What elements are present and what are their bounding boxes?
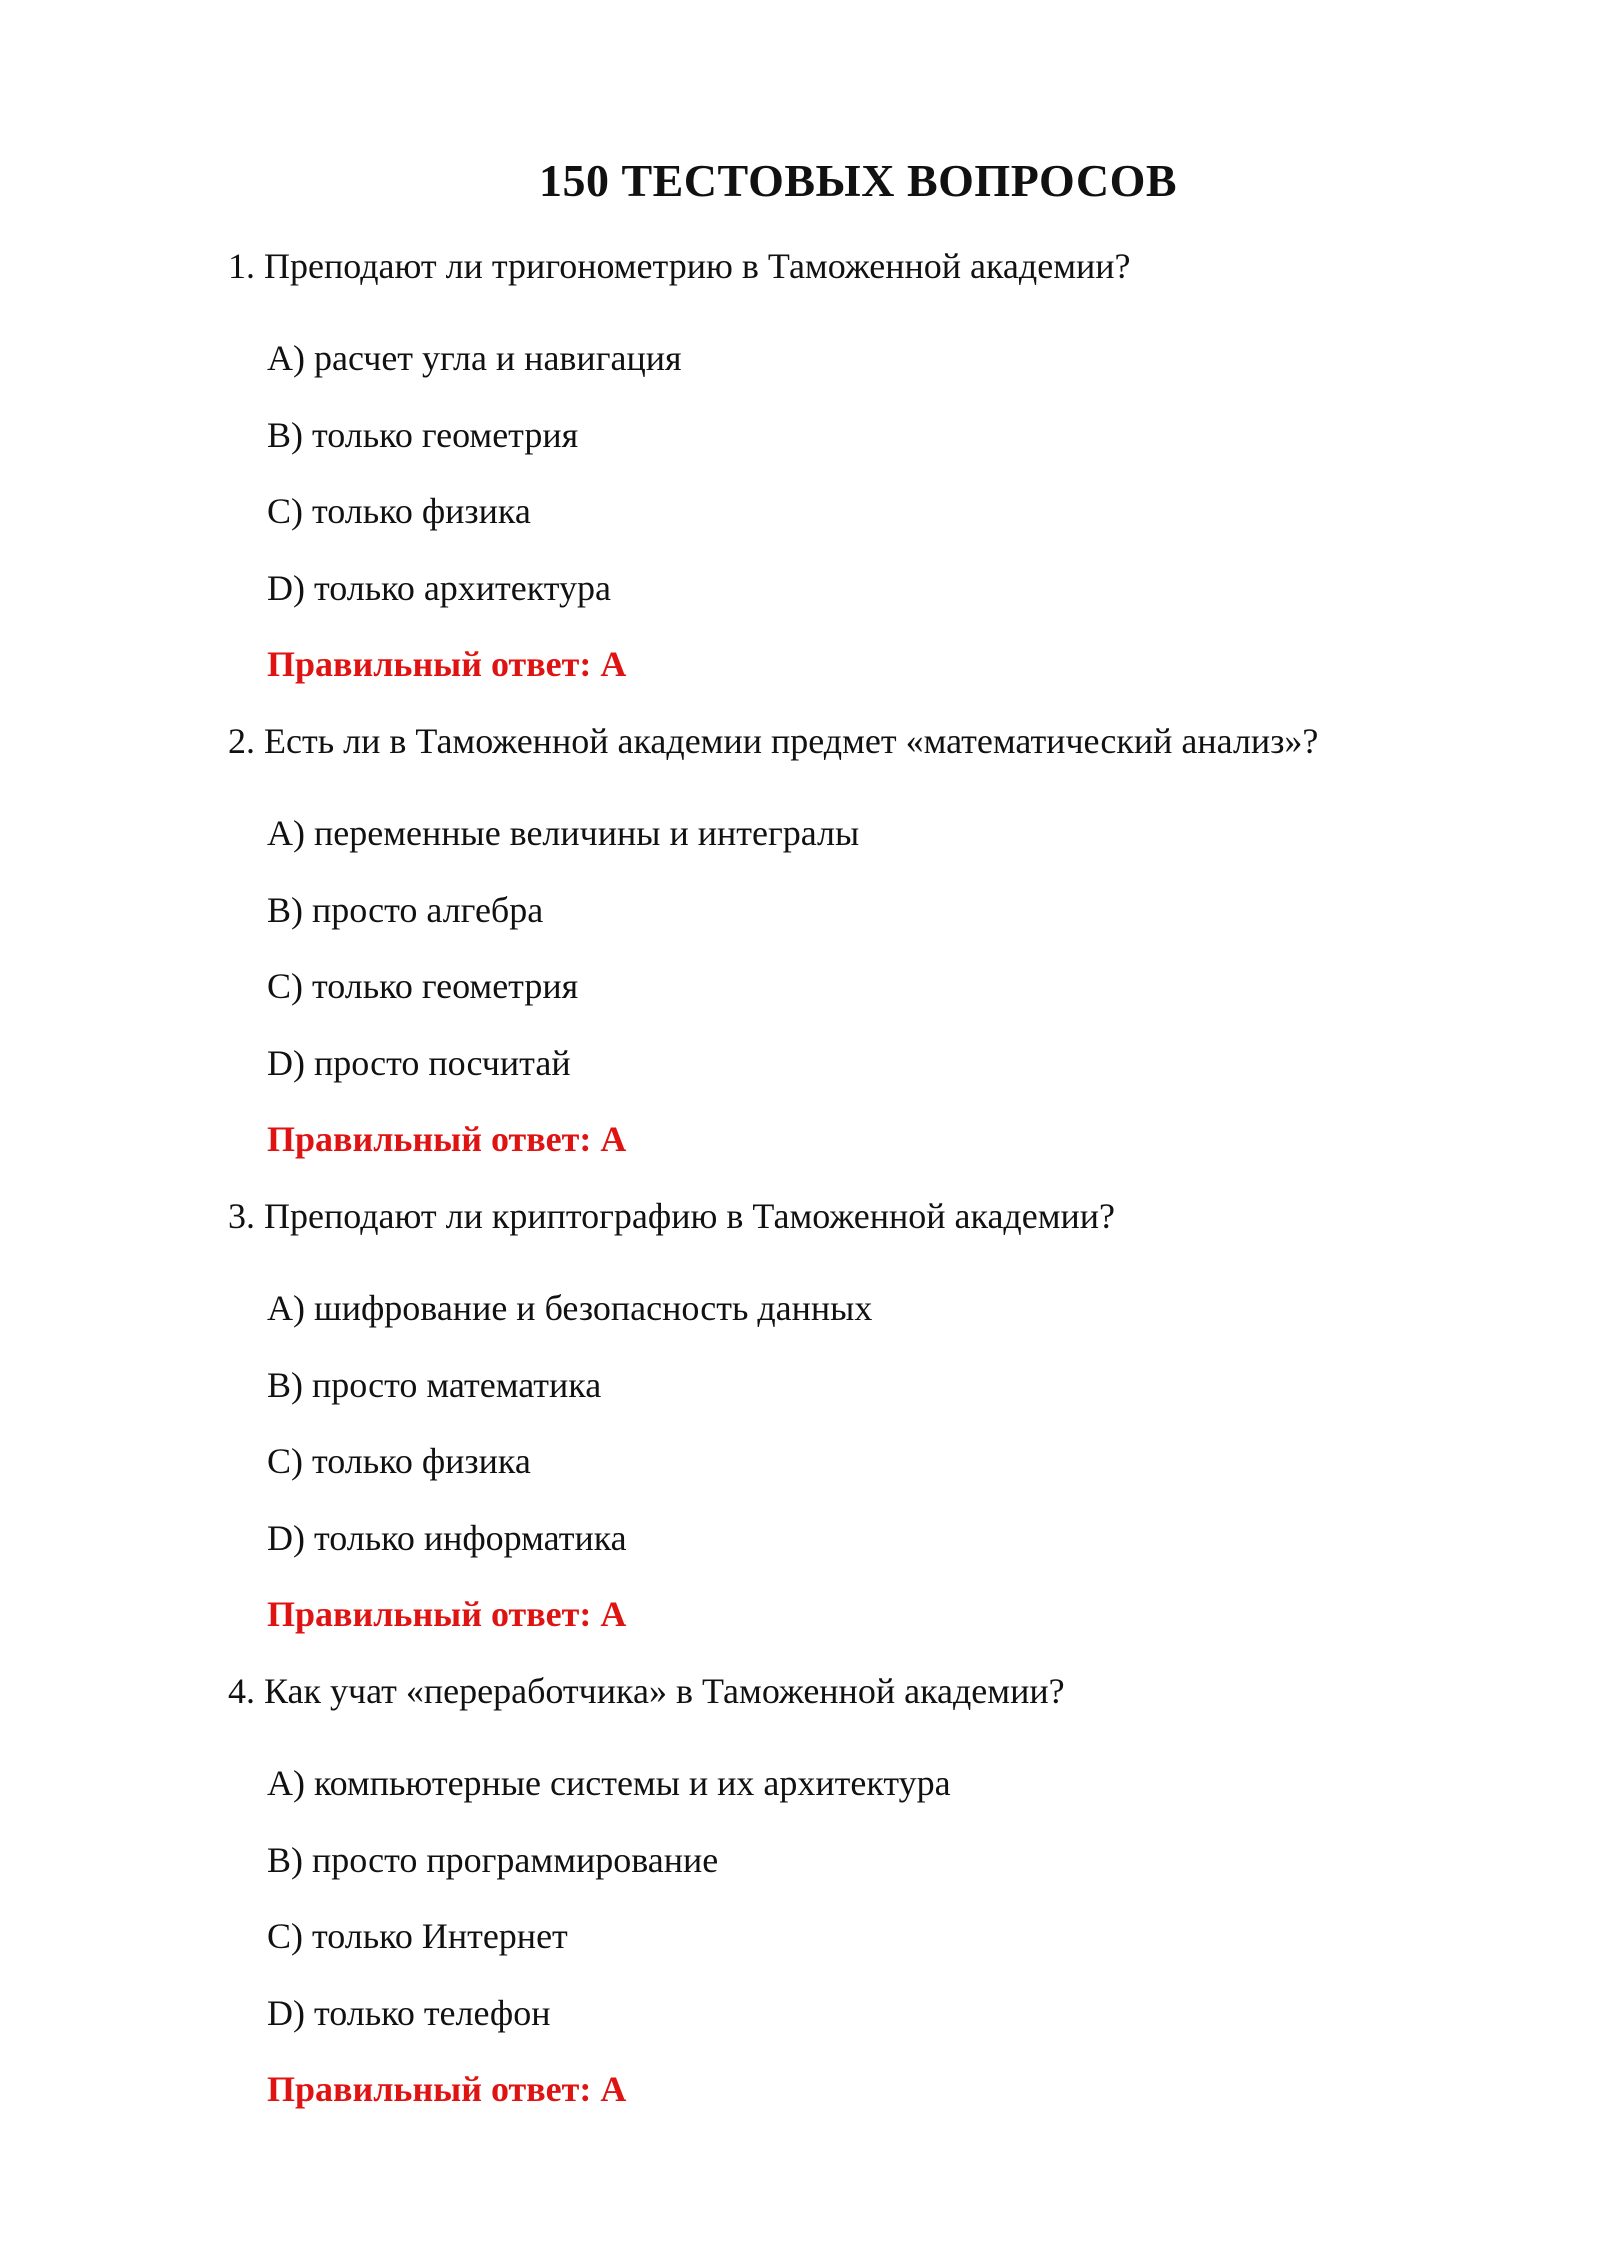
question-2-option-d: D) просто посчитай <box>267 1043 571 1083</box>
question-4-option-a: А) компьютерные системы и их архитектура <box>267 1763 951 1803</box>
question-2-option-a: А) переменные величины и интегралы <box>267 813 860 853</box>
question-3-option-a: А) шифрование и безопасность данных <box>267 1288 873 1328</box>
question-4-option-b: B) просто программирование <box>267 1840 719 1880</box>
question-4-answer: Правильный ответ: А <box>267 2069 627 2109</box>
question-2-answer: Правильный ответ: А <box>267 1119 627 1159</box>
question-3-text: 3. Преподают ли криптографию в Таможенной академии? <box>228 1196 1116 1236</box>
question-1-answer: Правильный ответ: А <box>267 644 627 684</box>
question-4-option-d: D) только телефон <box>267 1993 551 2033</box>
question-1-option-a: А) расчет угла и навигация <box>267 338 682 378</box>
question-4-option-c: C) только Интернет <box>267 1916 568 1956</box>
question-3-option-d: D) только информатика <box>267 1518 627 1558</box>
question-3-option-b: B) просто математика <box>267 1365 602 1405</box>
question-2-text: 2. Есть ли в Таможенной академии предмет «математический анализ»? <box>228 721 1319 761</box>
question-3-option-c: C) только физика <box>267 1441 531 1481</box>
question-3-answer: Правильный ответ: А <box>267 1594 627 1634</box>
question-1-option-c: C) только физика <box>267 491 531 531</box>
question-4-text: 4. Как учат «переработчика» в Таможенной академии? <box>228 1671 1065 1711</box>
document-title: 150 ТЕСТОВЫХ ВОПРОСОВ <box>538 155 1178 206</box>
question-1-option-d: D) только архитектура <box>267 568 612 608</box>
question-2-option-c: C) только геометрия <box>267 966 579 1006</box>
question-1-text: 1. Преподают ли тригонометрию в Таможенной академии? <box>228 246 1131 286</box>
question-2-option-b: B) просто алгебра <box>267 890 544 930</box>
question-1-option-b: B) только геометрия <box>267 415 579 455</box>
